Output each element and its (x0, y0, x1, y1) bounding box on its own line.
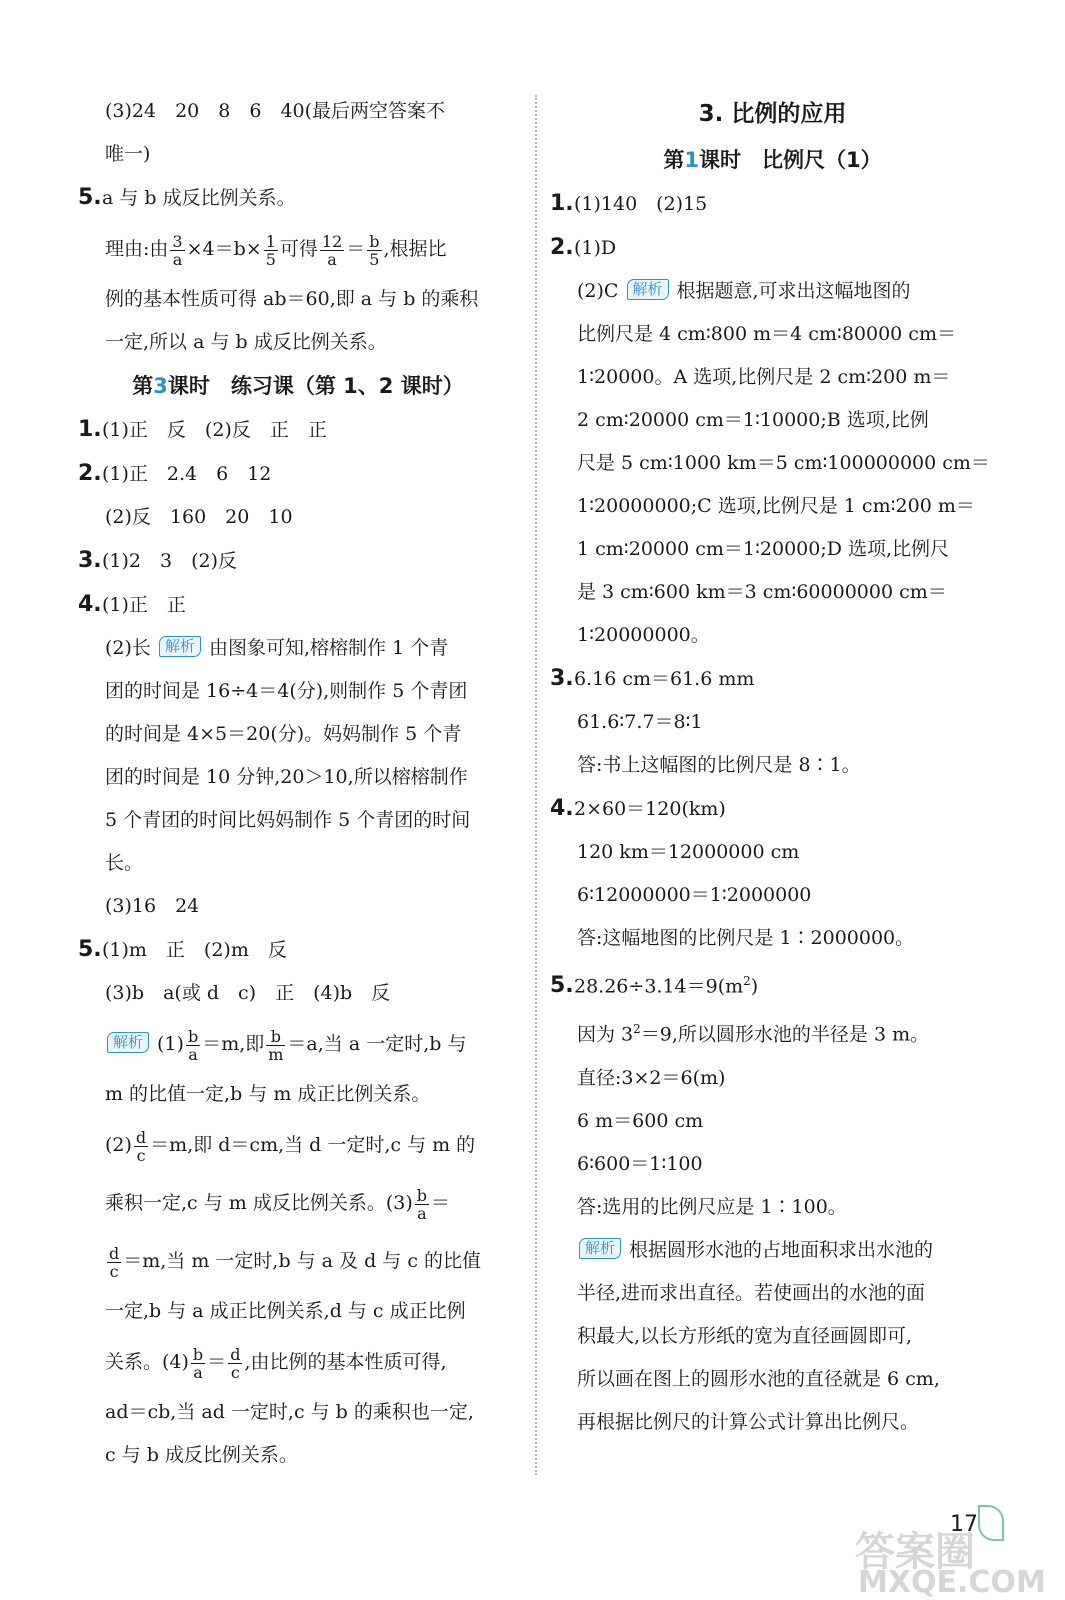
fraction (367, 233, 381, 268)
analysis-line: 积最大,以长方形纸的宽为直径画圆即可, (577, 1324, 913, 1347)
question-5 (78, 176, 518, 220)
reason-line (78, 220, 518, 278)
question-4 (550, 787, 995, 831)
superscript: 2 (633, 1022, 641, 1037)
denominator: a (193, 1362, 203, 1382)
heading-text: 第 (663, 148, 685, 172)
analysis-line: 1∶20000。A 选项,比例尺是 2 cm∶200 m＝ (577, 366, 951, 388)
numerator: 3 (172, 231, 183, 251)
numerator: 1 (265, 231, 276, 251)
answer-line: 唯一) (105, 143, 151, 165)
numerator: b (266, 1028, 285, 1046)
analysis-line (78, 1174, 518, 1232)
denominator: c (109, 1261, 119, 1281)
answer-line: 6 m＝600 cm (577, 1109, 704, 1132)
text: ,由比例的基本性质可得, (244, 1351, 447, 1373)
superscript: 2 (743, 974, 751, 988)
analysis-badge: 解析 (579, 1238, 621, 1259)
leaf-icon (978, 1505, 1004, 1541)
numerator: b (416, 1185, 427, 1205)
text: (2) (105, 1134, 132, 1156)
watermark-url: MXQE.COM (858, 1565, 1046, 1600)
analysis-text: 由图象可知,榕榕制作 1 个青 (208, 637, 449, 659)
analysis-badge: 解析 (159, 636, 201, 657)
text: 关系。(4) (105, 1351, 189, 1373)
analysis-line: 一定,b 与 a 成正比例关系,d 与 c 成正比例 (105, 1300, 466, 1322)
text: 可得 (279, 238, 318, 260)
answer-line: 6∶600＝1∶100 (577, 1152, 703, 1175)
analysis-line: 1 cm∶20000 cm＝1∶20000;D 选项,比例尺 (577, 538, 950, 560)
page-number: 17 (950, 1512, 978, 1537)
section-title: 3. 比例的应用 (698, 101, 847, 127)
column-divider (535, 95, 537, 1475)
heading-number: 3 (153, 374, 168, 398)
question-2 (78, 452, 518, 496)
denominator: c (136, 1145, 146, 1165)
watermark-logo: 答案圈 (855, 1529, 975, 1575)
analysis-line: 再根据比例尺的计算公式计算出比例尺。 (577, 1410, 920, 1433)
numerator: b (187, 1026, 199, 1046)
fraction (186, 1028, 200, 1063)
analysis-line (78, 1116, 518, 1174)
analysis-line: 半径,进而求出直径。若使画出的水池的面 (577, 1281, 926, 1304)
text: ,根据比 (383, 238, 447, 260)
text: 理由:由 (105, 238, 169, 260)
answer-text: (2)长 (105, 637, 151, 659)
analysis-line: 2 cm∶20000 cm＝1∶10000;B 选项,比例 (577, 409, 929, 431)
question-number: 3. (78, 548, 102, 573)
analysis-line (550, 1229, 995, 1272)
analysis-badge: 解析 (627, 279, 669, 300)
text: ＝m,当 m 一定时,b 与 a 及 d 与 c 的比值 (123, 1250, 482, 1272)
denominator: a (188, 1044, 198, 1064)
answer-line (550, 1008, 995, 1056)
answer-text: (1)D (574, 237, 617, 259)
numerator: d (109, 1243, 120, 1263)
analysis-text: 根据圆形水池的占地面积求出水池的 (629, 1238, 934, 1261)
fraction (134, 1129, 148, 1164)
answer-line: 答:书上这幅图的比例尺是 8∶1。 (577, 754, 861, 776)
question-number: 5. (550, 973, 574, 999)
fraction (266, 1028, 285, 1063)
text: ＝ (430, 1192, 450, 1214)
numerator: d (230, 1344, 241, 1364)
answer-line: (2)反 160 20 10 (105, 506, 293, 528)
denominator: a (417, 1203, 427, 1223)
analysis-line: 尺是 5 cm∶1000 km＝5 cm∶100000000 cm＝ (577, 452, 990, 474)
question-number: 1. (550, 191, 574, 216)
answer-line: (3)b a(或 d c) 正 (4)b 反 (105, 982, 391, 1004)
answer-line: 120 km＝12000000 cm (577, 841, 800, 863)
numerator: 12 (321, 231, 343, 251)
denominator: c (230, 1362, 240, 1382)
question-number: 3. (550, 666, 574, 691)
text: ＝a,当 a 一定时,b 与 (287, 1033, 467, 1055)
analysis-line: c 与 b 成反比例关系。 (105, 1444, 298, 1466)
question-4 (78, 583, 518, 627)
heading-number: 1 (684, 148, 699, 172)
answer-line: 答:选用的比例尺应是 1∶100。 (577, 1195, 847, 1218)
answer-line: 6∶12000000＝1∶2000000 (577, 884, 812, 906)
fraction (415, 1187, 429, 1222)
fraction (320, 233, 344, 268)
right-column (550, 90, 995, 1444)
lesson-heading (78, 364, 518, 408)
answer-line: 直径:3×2＝6(m) (577, 1066, 726, 1089)
text: ＝ (346, 238, 366, 260)
answer-text: (1)正 2.4 6 12 (102, 463, 272, 485)
fraction (191, 1346, 205, 1381)
fraction (170, 233, 184, 268)
answer-line (78, 627, 518, 670)
denominator: m (268, 1044, 284, 1064)
analysis-line: ad＝cb,当 ad 一定时,c 与 b 的乘积也一定, (105, 1401, 474, 1423)
question-3 (78, 539, 518, 583)
analysis-line: 1∶20000000;C 选项,比例尺是 1 cm∶200 m＝ (577, 495, 975, 517)
question-2 (550, 226, 995, 270)
analysis-line: 是 3 cm∶600 km＝3 cm∶60000000 cm＝ (577, 581, 947, 603)
text: ＝ (207, 1351, 227, 1373)
question-number: 2. (550, 235, 574, 260)
analysis-line: 长。 (105, 852, 144, 874)
text: ＝m,即 d＝cm,当 d 一定时,c 与 m 的 (150, 1134, 476, 1156)
answer-text: 28.26÷3.14＝9(m (574, 975, 744, 998)
numerator: b (192, 1344, 204, 1364)
numerator: b (369, 231, 380, 251)
answer-text: (1)m 正 (2)m 反 (102, 939, 287, 961)
question-1 (78, 408, 518, 452)
question-5 (550, 960, 995, 1008)
answer-text: (1)2 3 (2)反 (102, 550, 238, 572)
analysis-line: 团的时间是 10 分钟,20＞10,所以榕榕制作 (105, 766, 468, 788)
question-5 (78, 928, 518, 972)
question-3 (550, 657, 995, 701)
denominator: a (327, 249, 337, 269)
reason-line: 一定,所以 a 与 b 成反比例关系。 (105, 331, 387, 353)
analysis-text: 根据题意,可求出这幅地图的 (676, 280, 911, 302)
answer-text: ＝9,所以圆形水池的半径是 3 m。 (640, 1023, 930, 1046)
answer-line (550, 270, 995, 313)
numerator: d (135, 1127, 147, 1147)
answer-text: (2)C (577, 280, 619, 302)
analysis-line: 1∶20000000。 (577, 624, 710, 646)
text: ×4＝b× (186, 238, 262, 260)
left-column (78, 90, 518, 1477)
denominator: 5 (265, 249, 276, 269)
answer-line: (3)24 20 8 6 40(最后两空答案不 (105, 100, 446, 122)
analysis-line: 5 个青团的时间比妈妈制作 5 个青团的时间 (105, 809, 471, 831)
answer-text: (1)140 (2)15 (574, 193, 708, 215)
analysis-line (78, 1232, 518, 1290)
answer-text: 2×60＝120(km) (574, 798, 726, 820)
answer-line: (3)16 24 (105, 895, 200, 917)
answer-text: (1)正 正 (102, 594, 186, 616)
question-number: 5. (78, 937, 102, 962)
heading-text: 课时 比例尺（1） (699, 148, 882, 172)
answer-line: 61.6∶7.7＝8∶1 (577, 711, 703, 733)
question-number: 4. (550, 796, 574, 821)
analysis-line: 比例尺是 4 cm∶800 m＝4 cm∶80000 cm＝ (577, 323, 956, 345)
reason-line: 例的基本性质可得 ab＝60,即 a 与 b 的乘积 (105, 288, 479, 310)
answer-text: ) (750, 975, 759, 998)
question-number: 4. (78, 592, 102, 617)
question-number: 5. (78, 185, 102, 210)
lesson-heading (550, 138, 995, 182)
answer-line: 答:这幅地图的比例尺是 1∶2000000。 (577, 927, 915, 949)
question-number: 1. (78, 417, 102, 442)
analysis-line: m 的比值一定,b 与 m 成正比例关系。 (105, 1083, 431, 1105)
question-number: 2. (78, 461, 102, 486)
denominator: 5 (369, 249, 380, 269)
analysis-line: 的时间是 4×5＝20(分)。妈妈制作 5 个青 (105, 723, 462, 745)
analysis-line: 团的时间是 16÷4＝4(分),则制作 5 个青团 (105, 680, 468, 702)
fraction (107, 1245, 121, 1280)
text: 乘积一定,c 与 m 成反比例关系。(3) (105, 1192, 413, 1214)
answer-text: a 与 b 成反比例关系。 (102, 187, 296, 209)
answer-text: 6.16 cm＝61.6 mm (574, 668, 755, 690)
analysis-badge: 解析 (107, 1032, 149, 1053)
denominator: a (172, 249, 183, 269)
text: ＝m,即 (202, 1033, 265, 1055)
heading-text: 第 (132, 374, 154, 398)
answer-text: (1)正 反 (2)反 正 正 (102, 419, 327, 441)
fraction (228, 1346, 242, 1381)
analysis-line (78, 1015, 518, 1073)
analysis-line (78, 1333, 518, 1391)
question-1 (550, 182, 995, 226)
answer-text: 因为 3 (577, 1023, 634, 1046)
fraction (264, 233, 278, 268)
analysis-line: 所以画在图上的圆形水池的直径就是 6 cm, (577, 1367, 940, 1390)
text: (1) (157, 1033, 184, 1055)
heading-text: 课时 练习课（第 1、2 课时） (167, 374, 464, 398)
